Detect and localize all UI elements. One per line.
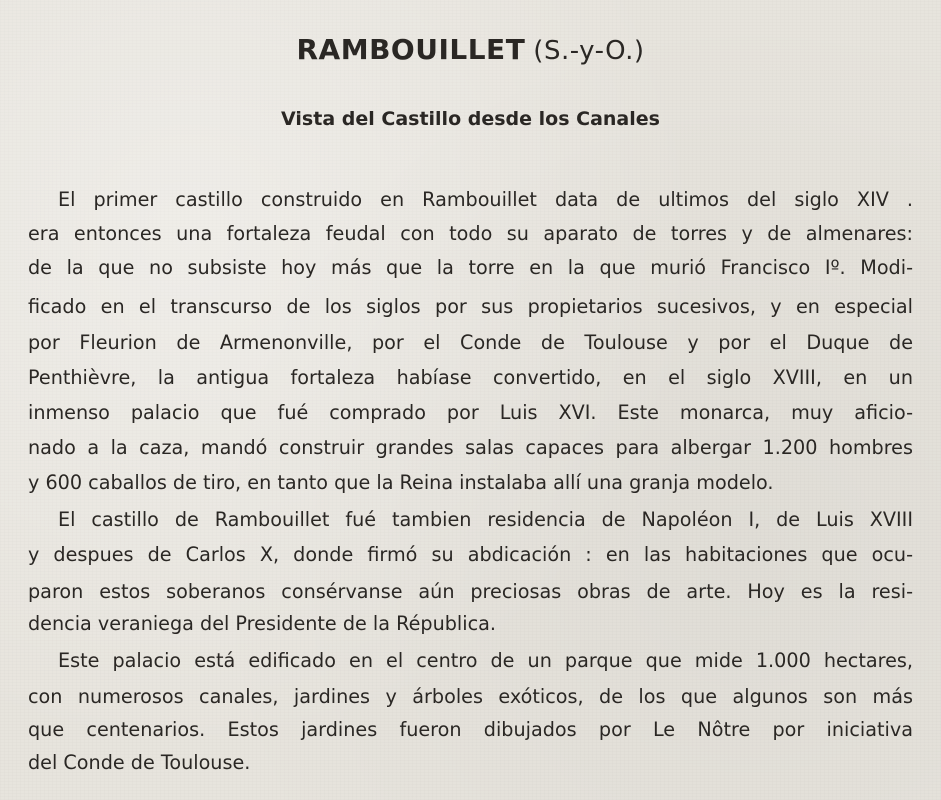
paragraph-line: ficado en el transcurso de los siglos por sus propietarios sucesivos, y en especial <box>28 295 913 318</box>
paragraph-line: nado a la caza, mandó construir grandes salas capaces para albergar 1.200 hombres <box>28 436 913 459</box>
paragraph-line: y despues de Carlos X, donde firmó su abdicación : en las habitaciones que ocu- <box>28 543 913 566</box>
title-region: (S.-y-O.) <box>533 36 645 66</box>
paragraph-line: Este palacio está edificado en el centro de un parque que mide 1.000 hectares, <box>58 649 913 672</box>
paragraph-line: del Conde de Toulouse. <box>28 751 251 774</box>
paragraph-line: Penthièvre, la antigua fortaleza habíase convertido, en el siglo XVIII, en un <box>28 366 913 389</box>
paragraph-line: inmenso palacio que fué comprado por Luis XVI. Este monarca, muy aficio- <box>28 401 913 424</box>
page-subtitle: Vista del Castillo desde los Canales <box>281 108 660 130</box>
title-main: RAMBOUILLET <box>296 33 526 66</box>
paragraph-line: era entonces una fortaleza feudal con todo su aparato de torres y de almenares: <box>28 222 913 245</box>
paragraph-line: por Fleurion de Armenonville, por el Conde de Toulouse y por el Duque de <box>28 331 913 354</box>
paragraph-line: que centenarios. Estos jardines fueron dibujados por Le Nôtre por iniciativa <box>28 718 913 741</box>
paragraph-line: paron estos soberanos consérvanse aún preciosas obras de arte. Hoy es la resi- <box>28 580 913 603</box>
page-title <box>0 30 941 71</box>
paragraph-line: El primer castillo construido en Rambouillet data de ultimos del siglo XIV . <box>58 188 913 211</box>
paragraph-line: y 600 caballos de tiro, en tanto que la Reina instalaba allí una granja modelo. <box>28 471 774 494</box>
paragraph-line: dencia veraniega del Presidente de la Républica. <box>28 612 496 635</box>
paragraph-line: El castillo de Rambouillet fué tambien residencia de Napoléon I, de Luis XVIII <box>58 508 913 531</box>
paragraph-line: con numerosos canales, jardines y árboles exóticos, de los que algunos son más <box>28 685 913 708</box>
paragraph-line: de la que no subsiste hoy más que la torre en la que murió Francisco Iº. Modi- <box>28 256 913 279</box>
